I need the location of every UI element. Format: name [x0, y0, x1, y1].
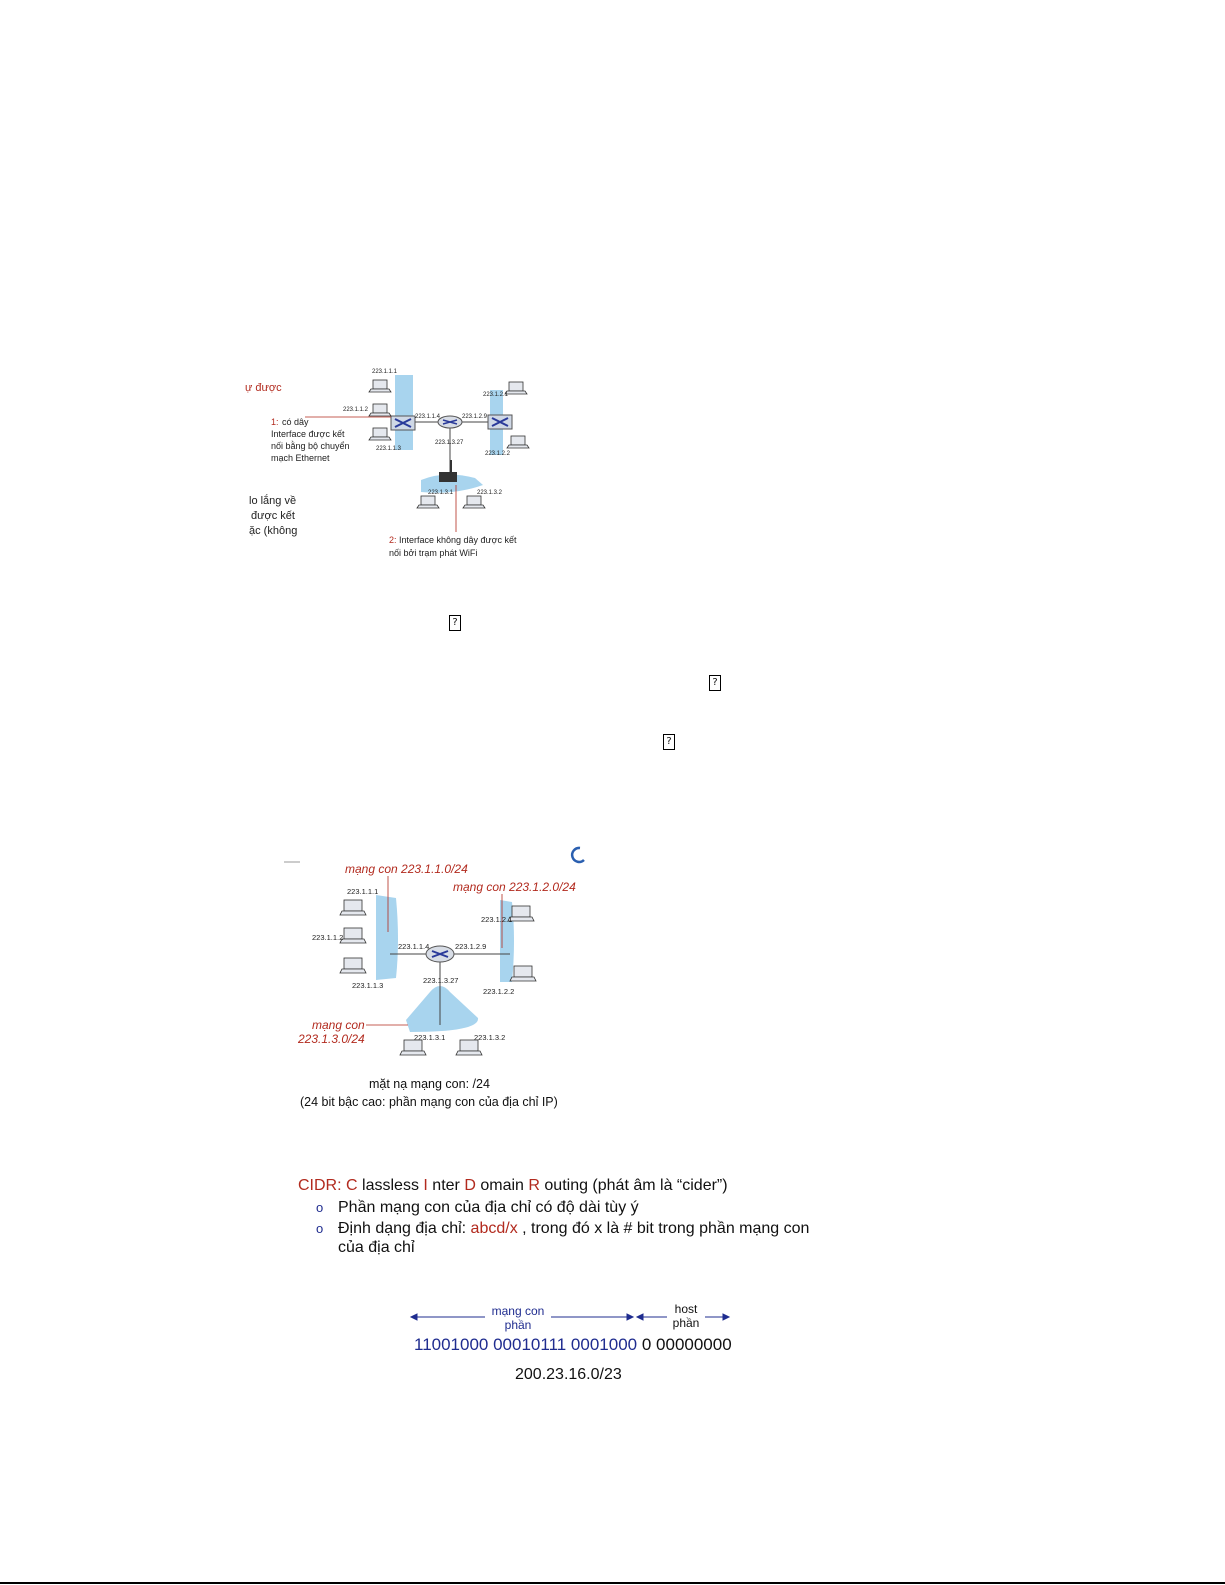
network-part-label: mạng con	[491, 1304, 545, 1318]
caption-line-1: mặt nạ mạng con: /24	[369, 1077, 490, 1091]
logo-icon	[572, 848, 584, 862]
subnet-blob-1	[376, 895, 398, 980]
callout1-line: Interface được kết	[271, 429, 345, 439]
fragment-text: ự được	[245, 382, 282, 394]
ip-label: 223.1.3.1	[414, 1033, 446, 1042]
subnet-label-3b: 223.1.3.0/24	[298, 1032, 365, 1046]
ip-label: 223.1.1.4	[415, 414, 441, 420]
host-part-label: host	[674, 1302, 698, 1316]
cidr-heading: CIDR: C lassless I nter D omain R outing (phát âm là “cider”)	[298, 1177, 728, 1194]
address-bits: 11001000 00010111 0001000 0 00000000	[414, 1335, 732, 1354]
host-part-label: phần	[672, 1316, 700, 1330]
cidr-section	[298, 1176, 858, 1256]
subnet-blob-3	[406, 986, 478, 1032]
fragment-text: lo lắng về	[249, 495, 297, 507]
ip-label: 223.1.1.3	[376, 446, 402, 452]
ip-label: 223.1.3.27	[435, 440, 464, 446]
ip-label: 223.1.1.1	[347, 887, 379, 896]
subnet-blob-left	[395, 375, 413, 450]
bullet-icon: o	[316, 1200, 324, 1215]
ip-label: 223.1.2.1	[481, 915, 513, 924]
bullet-icon: o	[316, 1221, 324, 1236]
ip-label: 223.1.1.3	[352, 981, 384, 990]
callout1-line: nối bằng bộ chuyển	[271, 441, 350, 451]
caption-line-2: (24 bit bậc cao: phần mạng con của địa chỉ IP)	[300, 1095, 558, 1109]
ip-label: 223.1.3.1	[428, 490, 454, 496]
ip-label: 223.1.1.2	[312, 933, 344, 942]
ip-label: 223.1.2.2	[483, 987, 515, 996]
fragment-text: được kết	[251, 510, 295, 522]
wifi-access-point	[439, 472, 457, 482]
callout1-line: mạch Ethernet	[271, 453, 330, 463]
fragment-text: ặc (không	[249, 525, 298, 537]
ip-label: 223.1.1.2	[343, 407, 369, 413]
missing-glyph-box: ?	[449, 615, 461, 631]
callout2-line: Interface không dây được kết	[399, 535, 517, 545]
subnet-label-1: mạng con 223.1.1.0/24	[345, 862, 468, 876]
missing-glyph-box: ?	[663, 734, 675, 750]
cidr-bullet-1: o Phần mạng con của địa chỉ có độ dài tùy ý	[316, 1199, 639, 1216]
ip-label: 223.1.3.2	[474, 1033, 506, 1042]
missing-glyph-box: ?	[709, 675, 721, 691]
subnet-label-2: mạng con 223.1.2.0/24	[453, 880, 576, 894]
ip-label: 223.1.2.9	[462, 414, 488, 420]
ip-label: 223.1.2.9	[455, 942, 487, 951]
callout2-line: nối bởi trạm phát WiFi	[389, 548, 478, 558]
ip-label: 223.1.1.4	[398, 942, 430, 951]
network-part-label: phần	[504, 1318, 532, 1332]
callout1-number: 1:	[271, 417, 279, 427]
page-bottom-rule	[0, 1582, 1225, 1584]
address-parts-diagram	[405, 1300, 735, 1334]
callout2-number: 2:	[389, 535, 397, 545]
ip-label: 223.1.2.1	[483, 392, 509, 398]
subnet-label-3a: mạng con	[312, 1018, 365, 1032]
network-interfaces-figure	[245, 360, 545, 575]
address-dotted: 200.23.16.0/23	[515, 1366, 622, 1383]
ip-label: 223.1.3.27	[423, 976, 459, 985]
ip-label: 223.1.1.1	[372, 369, 398, 375]
cidr-bullet-2: o Định dạng địa chỉ: abcd/x , trong đó x là # bit trong phần mạng con của địa chỉ	[316, 1220, 810, 1256]
ip-label: 223.1.2.2	[485, 451, 511, 457]
subnet-figure	[280, 840, 600, 1115]
callout1-line: có dây	[282, 417, 309, 427]
ip-label: 223.1.3.2	[477, 490, 503, 496]
